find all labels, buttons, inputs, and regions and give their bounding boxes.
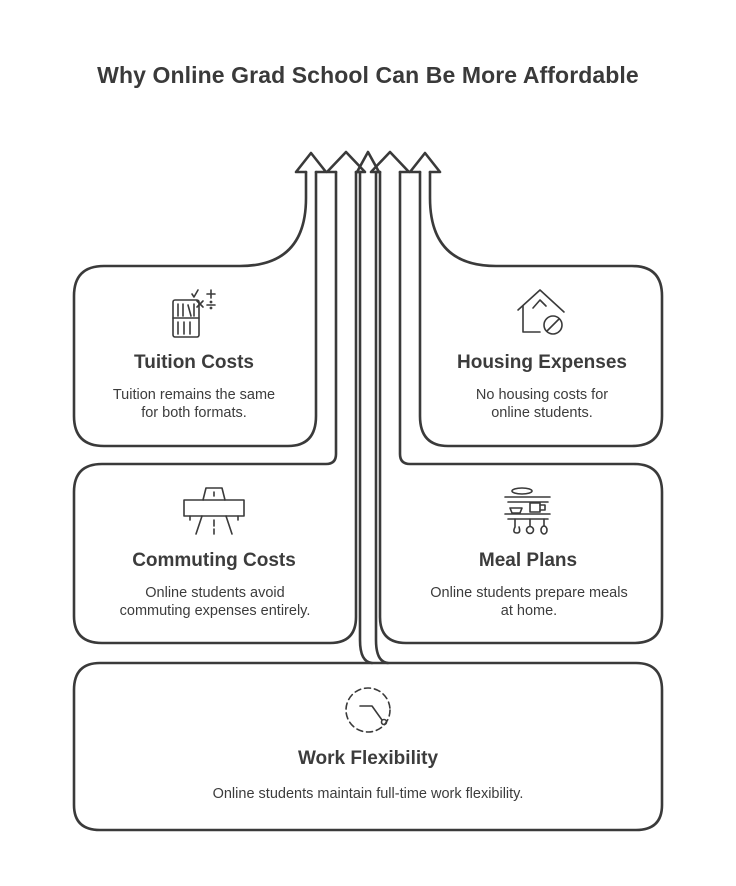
work-desc-line-1: Online students maintain full-time work flexibility.	[212, 786, 524, 802]
tuition-desc-line-2: for both formats.	[141, 405, 247, 421]
tuition-desc-line-1: Tuition remains the same	[112, 387, 276, 403]
clock-icon	[346, 688, 390, 732]
commuting-desc-line-2: commuting expenses entirely.	[119, 603, 311, 619]
commuting-desc-line-1: Online students avoid	[145, 585, 285, 601]
kitchen-shelf-icon	[505, 488, 550, 534]
tuition-costs-description	[84, 386, 304, 422]
housing-expenses-title: Housing Expenses	[457, 352, 627, 373]
commuting-costs-title: Commuting Costs	[132, 550, 296, 571]
commuting-costs-description	[90, 584, 340, 620]
road-icon	[184, 488, 244, 534]
work-flexibility-title: Work Flexibility	[297, 748, 439, 769]
house-no-icon	[518, 290, 564, 334]
page-title: Why Online Grad School Can Be More Affordable	[97, 62, 639, 88]
housing-desc-line-1: No housing costs for	[475, 387, 609, 403]
housing-desc-line-2: online students.	[491, 405, 593, 421]
arrow-head-3	[357, 152, 379, 172]
arrow-head-1	[296, 153, 326, 172]
meals-desc-line-2: at home.	[500, 603, 558, 619]
arrow-head-5	[410, 153, 440, 172]
tuition-costs-title: Tuition Costs	[134, 352, 254, 373]
center-arrow-shaft	[360, 172, 388, 663]
meal-plans-title: Meal Plans	[478, 550, 578, 571]
work-flexibility-description	[118, 785, 618, 803]
housing-expenses-description	[432, 386, 652, 422]
meal-plans-description	[404, 584, 654, 620]
meals-desc-line-1: Online students prepare meals	[430, 585, 628, 601]
books-math-icon	[173, 290, 215, 337]
